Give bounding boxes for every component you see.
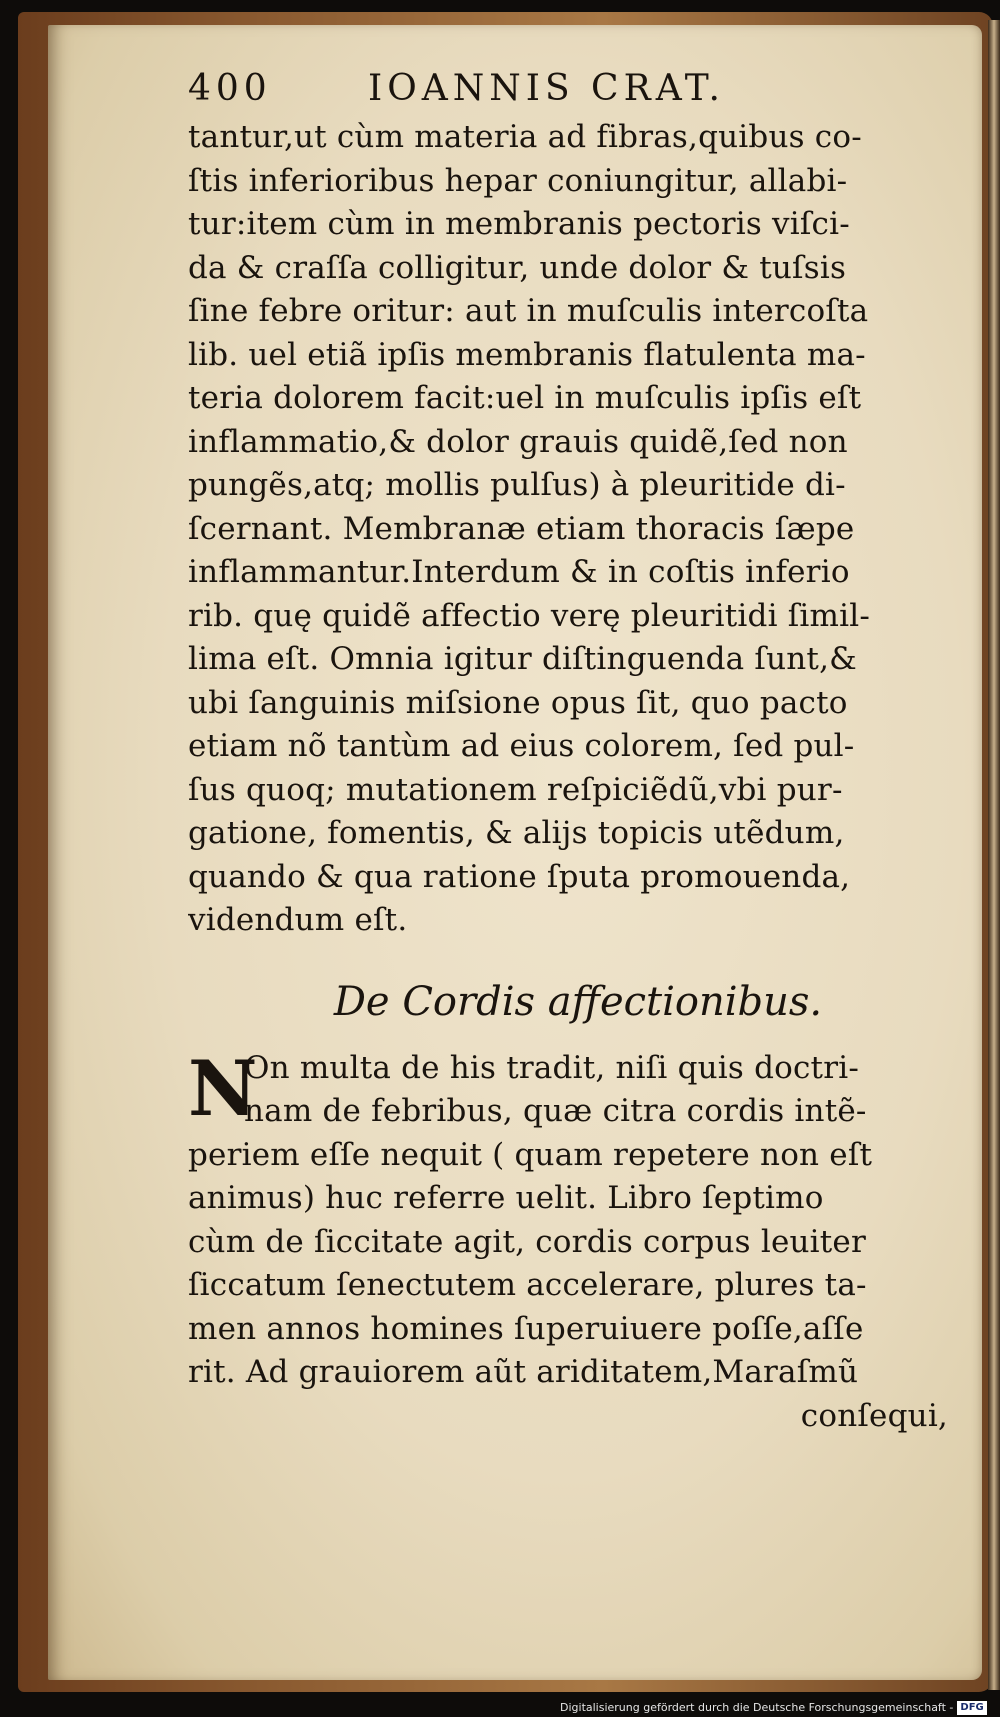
text-line: ſus quoq; mutationem reſpiciẽdũ,vbi pur- xyxy=(188,771,843,808)
text-line: inflammantur.Interdum & in coſtis inferio xyxy=(188,554,850,590)
body-paragraph xyxy=(188,116,948,943)
drop-initial: N xyxy=(188,1043,258,1133)
section-heading: De Cordis affectionibus. xyxy=(333,978,823,1025)
text-line: ſtis inferioribus hepar coniungitur, allabi- xyxy=(188,162,848,199)
text-line: gatione, fomentis, & alijs topicis utẽdum, xyxy=(188,815,845,851)
text-line: da & craſſa colligitur, unde dolor & tuſsis xyxy=(188,249,847,286)
section-paragraph xyxy=(188,1043,948,1439)
text-line: rit. Ad grauiorem aũt ariditatem,Maraſmũ xyxy=(188,1354,859,1390)
text-line: lib. uel etiã ipſis membranis flatulenta ma- xyxy=(188,336,866,373)
text-line: pungẽs,atq; mollis pulſus) à pleuritide di- xyxy=(188,467,846,503)
page-number: 400 xyxy=(188,68,272,109)
text-line: tur:item cùm in membranis pectoris viſci- xyxy=(188,206,850,242)
running-title: IOANNIS CRAT. xyxy=(368,68,725,109)
text-line: rib. quę quidẽ affectio verę pleuritidi ſimil- xyxy=(188,597,871,634)
text-line: inflammatio,& dolor grauis quidẽ,ſed non xyxy=(188,423,848,460)
text-line: men annos homines ſuperuiuere poſſe,aſſe xyxy=(188,1310,864,1347)
text-line: ſcernant. Membranæ etiam thoracis ſæpe xyxy=(188,510,855,547)
text-line: quando & qua ratione ſputa promouenda, xyxy=(188,858,851,895)
text-line: On multa de his tradit, niſi quis doctri- xyxy=(244,1049,860,1086)
text-line: lima eſt. Omnia igitur diſtinguenda ſunt,& xyxy=(188,641,857,677)
catchword: conſequi, xyxy=(800,1397,948,1434)
page-stack-edge xyxy=(988,20,1000,1690)
text-line: cùm de ſiccitate agit, cordis corpus leuiter xyxy=(188,1223,866,1260)
text-line: ubi ſanguinis miſsione opus ſit, quo pacto xyxy=(188,684,848,721)
text-block xyxy=(188,68,948,1438)
text-line: etiam nõ tantùm ad eius colorem, ſed pul- xyxy=(188,728,855,764)
text-line: ſine febre oritur: aut in muſculis intercoſta xyxy=(188,293,869,329)
running-header xyxy=(188,68,948,116)
text-line: teria dolorem facit:uel in muſculis ipſis eſt xyxy=(188,380,862,416)
text-line: nam de febribus, quæ citra cordis intẽ- xyxy=(244,1093,867,1129)
text-line: tantur,ut cùm materia ad fibras,quibus co- xyxy=(188,119,862,155)
text-line: periem eſſe nequit ( quam repetere non eſt xyxy=(188,1136,873,1173)
text-line: ſiccatum ſenectutem accelerare, plures ta- xyxy=(188,1267,867,1303)
dfg-logo: DFG xyxy=(957,1701,986,1715)
text-line: animus) huc referre uelit. Libro ſeptimo xyxy=(188,1180,824,1216)
digitization-credit xyxy=(560,1698,1000,1717)
credit-text: Digitalisierung gefördert durch die Deutsche Forschungsgemeinschaft - xyxy=(560,1701,954,1714)
text-line: videndum eſt. xyxy=(188,902,408,938)
